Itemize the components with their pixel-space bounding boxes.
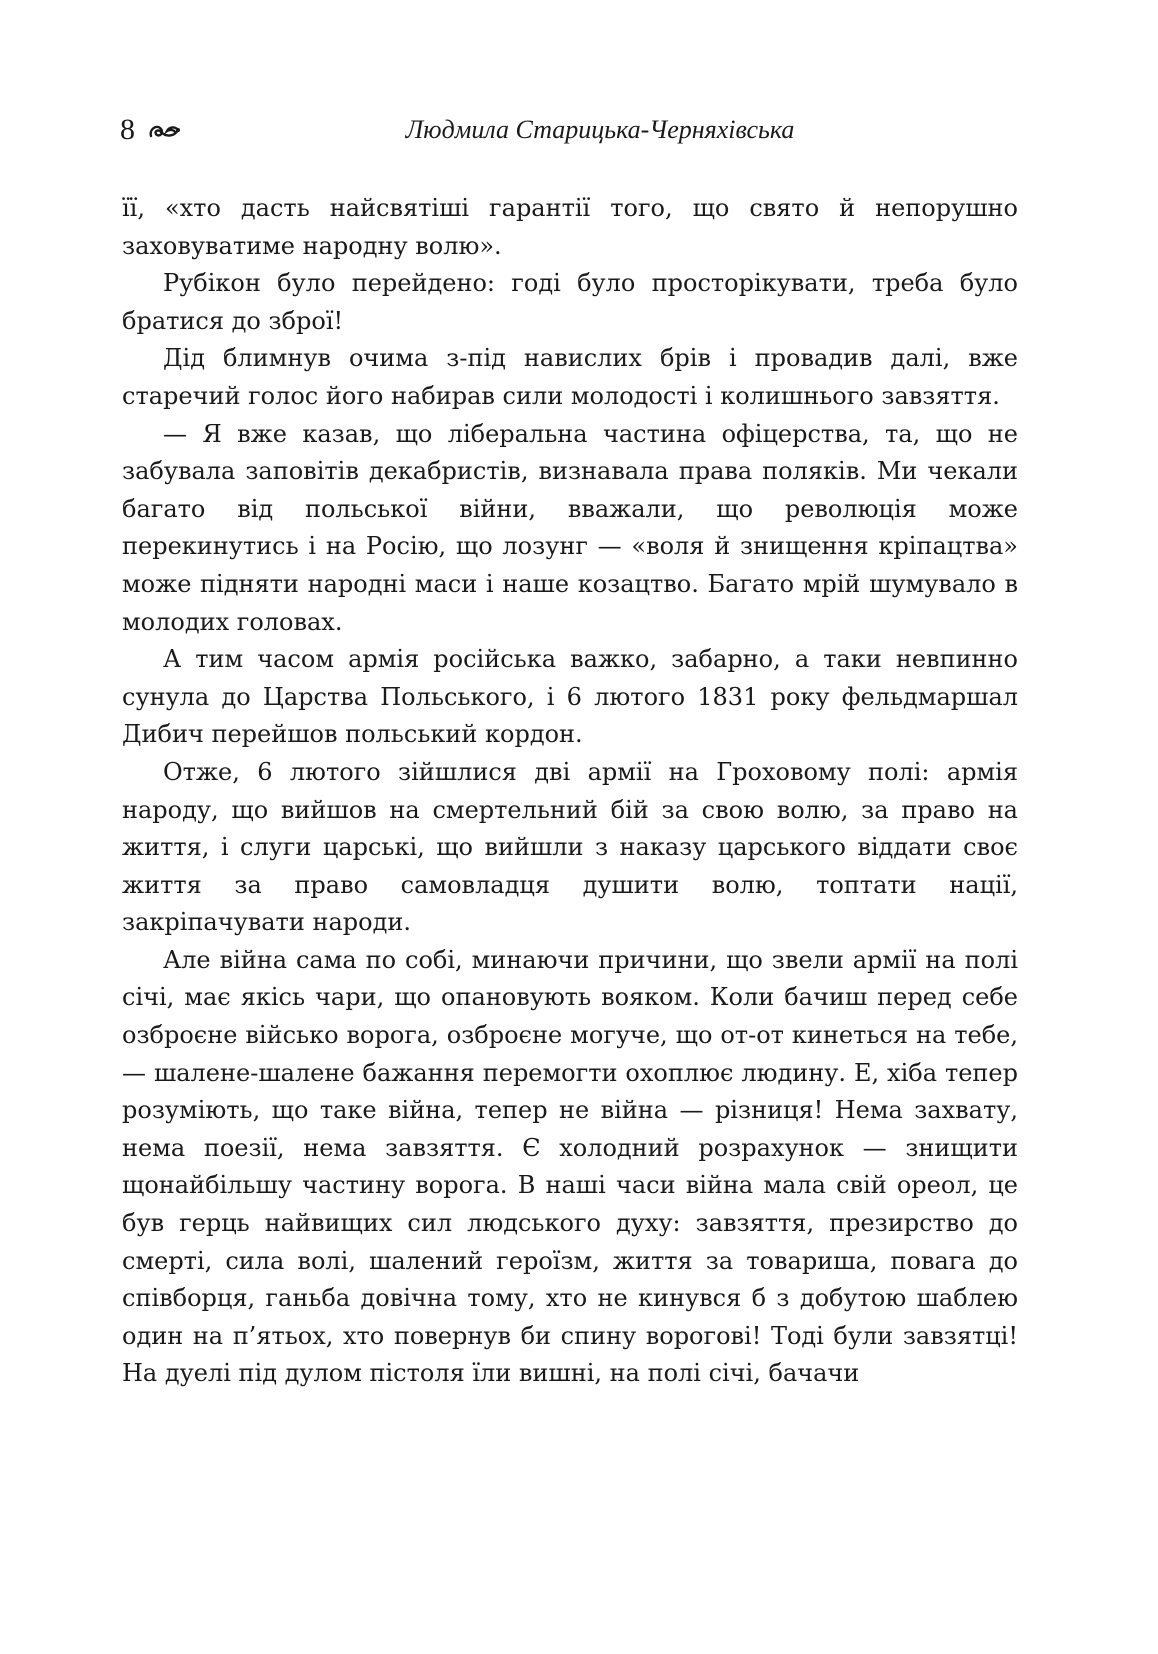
paragraph: її, «хто дасть найсвятіші гарантії того, що свято й непорушно заховуватиме народну волю». bbox=[122, 194, 1018, 260]
running-title: Людмила Старицька-Черняхівська bbox=[405, 115, 795, 144]
paragraph: Рубікон було перейдено: годі було просторікувати, треба було братися до зброї! bbox=[122, 269, 1018, 335]
running-head bbox=[120, 110, 1020, 150]
paragraph: Дід блимнув очима з-під навислих брів і провадив далі, вже старечий голос його набирав сили молодості і колишнього завзяття. bbox=[122, 344, 1018, 410]
page-number: 8 bbox=[120, 113, 135, 146]
body-text bbox=[122, 190, 1018, 1393]
paragraph: — Я вже казав, що ліберальна частина офіцерства, та, що не забувала заповітів декабристів, визнавала права поляків. Ми чекали багато від польської війни, вважали, що революція може перекинутись і на Росію, що лозунг — «воля й знищення кріпацтва» може підняти народні маси і наше козацтво. Багато мрій шумувало в молодих головах. bbox=[122, 419, 1018, 636]
paragraph: Але війна сама по собі, минаючи причини, що звели армії на полі січі, має якісь чари, що опановують вояком. Коли бачиш перед себе озброєне військо ворога, озброєне могуче, що от-от кинеться на тебе, — шалене-шалене бажання перемогти охоплює людину. Е, хіба тепер розуміють, що таке війна, тепер не війна — різниця! Нема захвату, нема поезії, нема завзяття. Є холодний розрахунок — знищити щонайбільшу частину ворога. В наші часи війна мала свій ореол, це був герць найвищих сил людського духу: завзяття, презирство до смерті, сила волі, шалений героїзм, життя за товариша, повага до співборця, ганьба довічна тому, хто не кинувся б з добутою шаблею один на п’ятьох, хто повернув би спину ворогові! Тоді були завзятці! На дуелі під дулом пістоля їли вишні, на полі січі, бачачи bbox=[122, 945, 1018, 1388]
paragraph: А тим часом армія російська важко, забарно, а таки невпинно сунула до Царства Польського, і 6 лютого 1831 року фельдмаршал Дибич перейшов польський кордон. bbox=[122, 645, 1018, 749]
fleuron-icon bbox=[147, 120, 181, 142]
paragraph: Отже, 6 лютого зійшлися дві армії на Гроховому полі: армія народу, що вийшов на смертельний бій за свою волю, за право на життя, і слуги царські, що вийшли з наказу царського віддати своє життя за право самовладця душити волю, топтати нації, закріпачувати народи. bbox=[122, 757, 1018, 937]
